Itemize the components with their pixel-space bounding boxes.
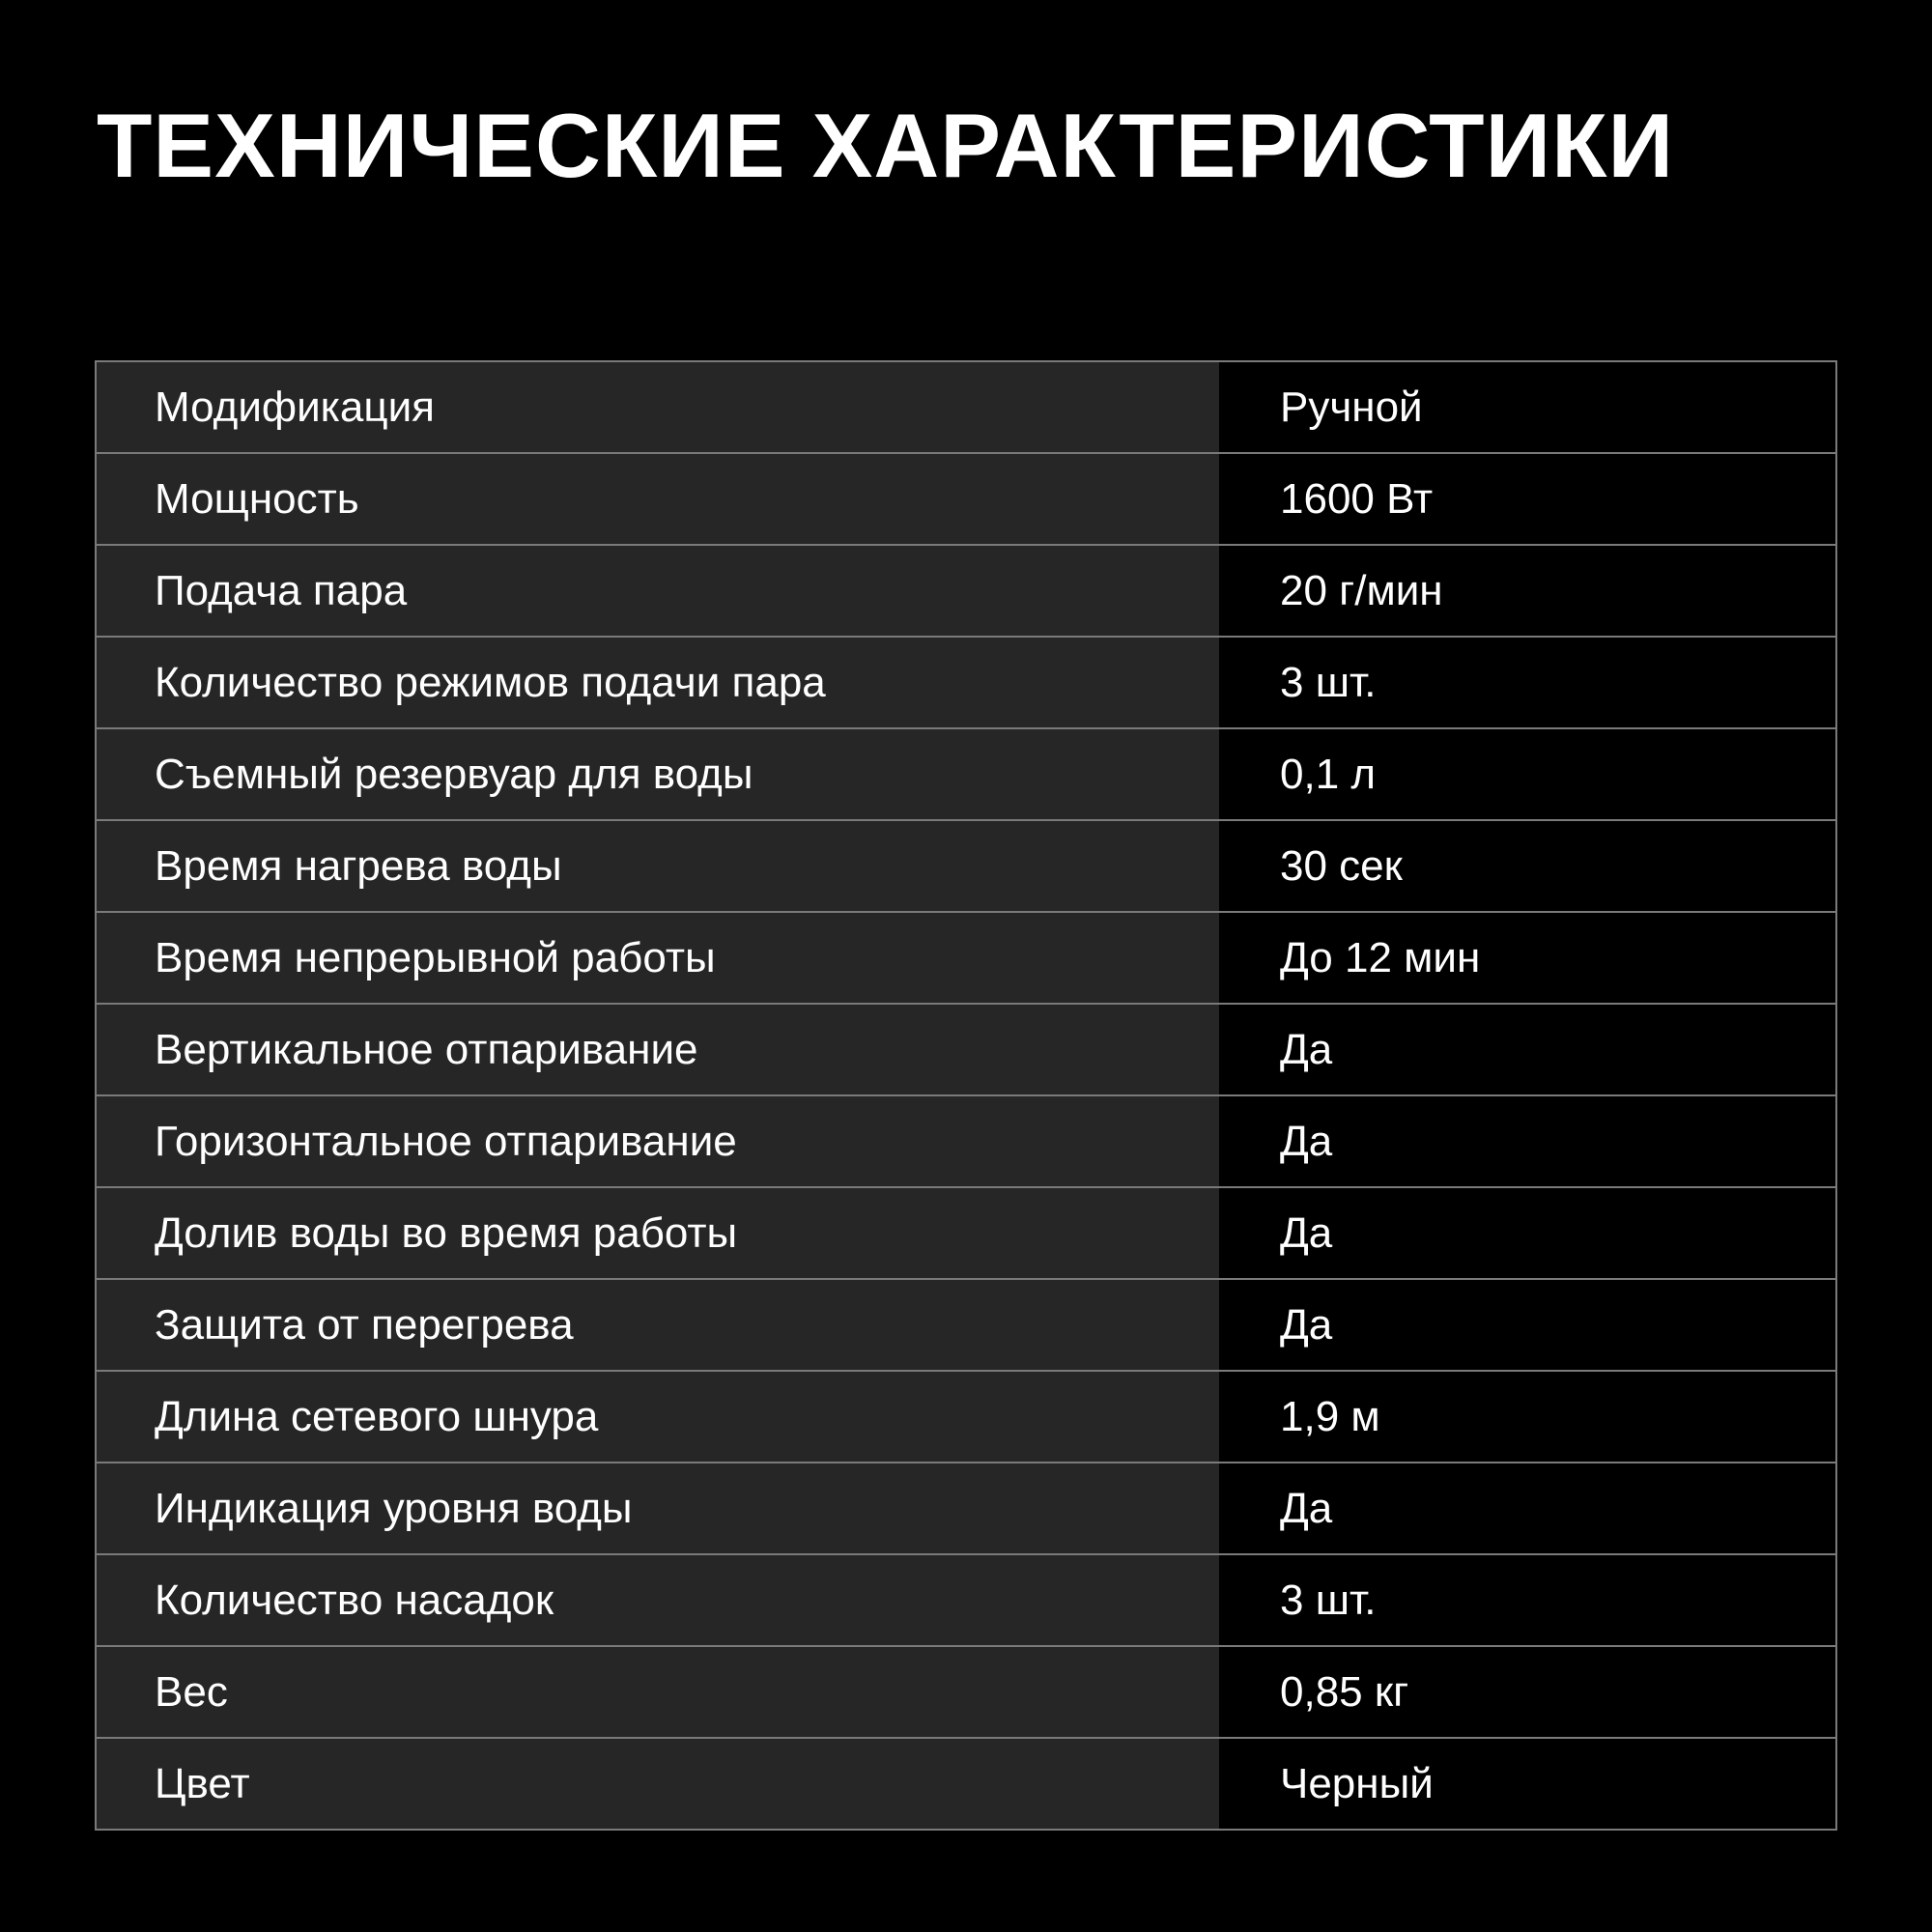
table-row [96, 361, 1836, 453]
spec-value: Да [1219, 1095, 1836, 1187]
spec-value: 3 шт. [1219, 637, 1836, 728]
spec-name: Вертикальное отпаривание [96, 1004, 1219, 1095]
spec-name: Подача пара [96, 545, 1219, 637]
table-row [96, 1646, 1836, 1738]
table-row [96, 1554, 1836, 1646]
table-row [96, 820, 1836, 912]
spec-name: Цвет [96, 1738, 1219, 1830]
table-row [96, 1371, 1836, 1463]
table-row [96, 453, 1836, 545]
spec-name: Количество насадок [96, 1554, 1219, 1646]
table-row [96, 1738, 1836, 1830]
table-row [96, 1187, 1836, 1279]
spec-value: Да [1219, 1004, 1836, 1095]
table-row [96, 912, 1836, 1004]
spec-name: Вес [96, 1646, 1219, 1738]
spec-name: Долив воды во время работы [96, 1187, 1219, 1279]
spec-value: Черный [1219, 1738, 1836, 1830]
spec-value: Да [1219, 1187, 1836, 1279]
spec-value: 30 сек [1219, 820, 1836, 912]
spec-name: Горизонтальное отпаривание [96, 1095, 1219, 1187]
spec-value: 20 г/мин [1219, 545, 1836, 637]
spec-value: 0,85 кг [1219, 1646, 1836, 1738]
spec-value: Ручной [1219, 361, 1836, 453]
spec-value: 3 шт. [1219, 1554, 1836, 1646]
spec-name: Длина сетевого шнура [96, 1371, 1219, 1463]
spec-name: Защита от перегрева [96, 1279, 1219, 1371]
table-row [96, 1095, 1836, 1187]
table-row [96, 728, 1836, 820]
spec-name: Модификация [96, 361, 1219, 453]
table-row [96, 1463, 1836, 1554]
table-row [96, 1279, 1836, 1371]
spec-value: До 12 мин [1219, 912, 1836, 1004]
spec-value: Да [1219, 1279, 1836, 1371]
spec-name: Время нагрева воды [96, 820, 1219, 912]
table-row [96, 1004, 1836, 1095]
spec-name: Время непрерывной работы [96, 912, 1219, 1004]
table-row [96, 545, 1836, 637]
spec-name: Количество режимов подачи пара [96, 637, 1219, 728]
spec-value: 0,1 л [1219, 728, 1836, 820]
spec-name: Мощность [96, 453, 1219, 545]
spec-value: 1,9 м [1219, 1371, 1836, 1463]
spec-value: 1600 Вт [1219, 453, 1836, 545]
spec-name: Съемный резервуар для воды [96, 728, 1219, 820]
table-row [96, 637, 1836, 728]
spec-name: Индикация уровня воды [96, 1463, 1219, 1554]
spec-value: Да [1219, 1463, 1836, 1554]
page-title: ТЕХНИЧЕСКИЕ ХАРАКТЕРИСТИКИ [97, 95, 1675, 196]
spec-table [95, 360, 1837, 1831]
